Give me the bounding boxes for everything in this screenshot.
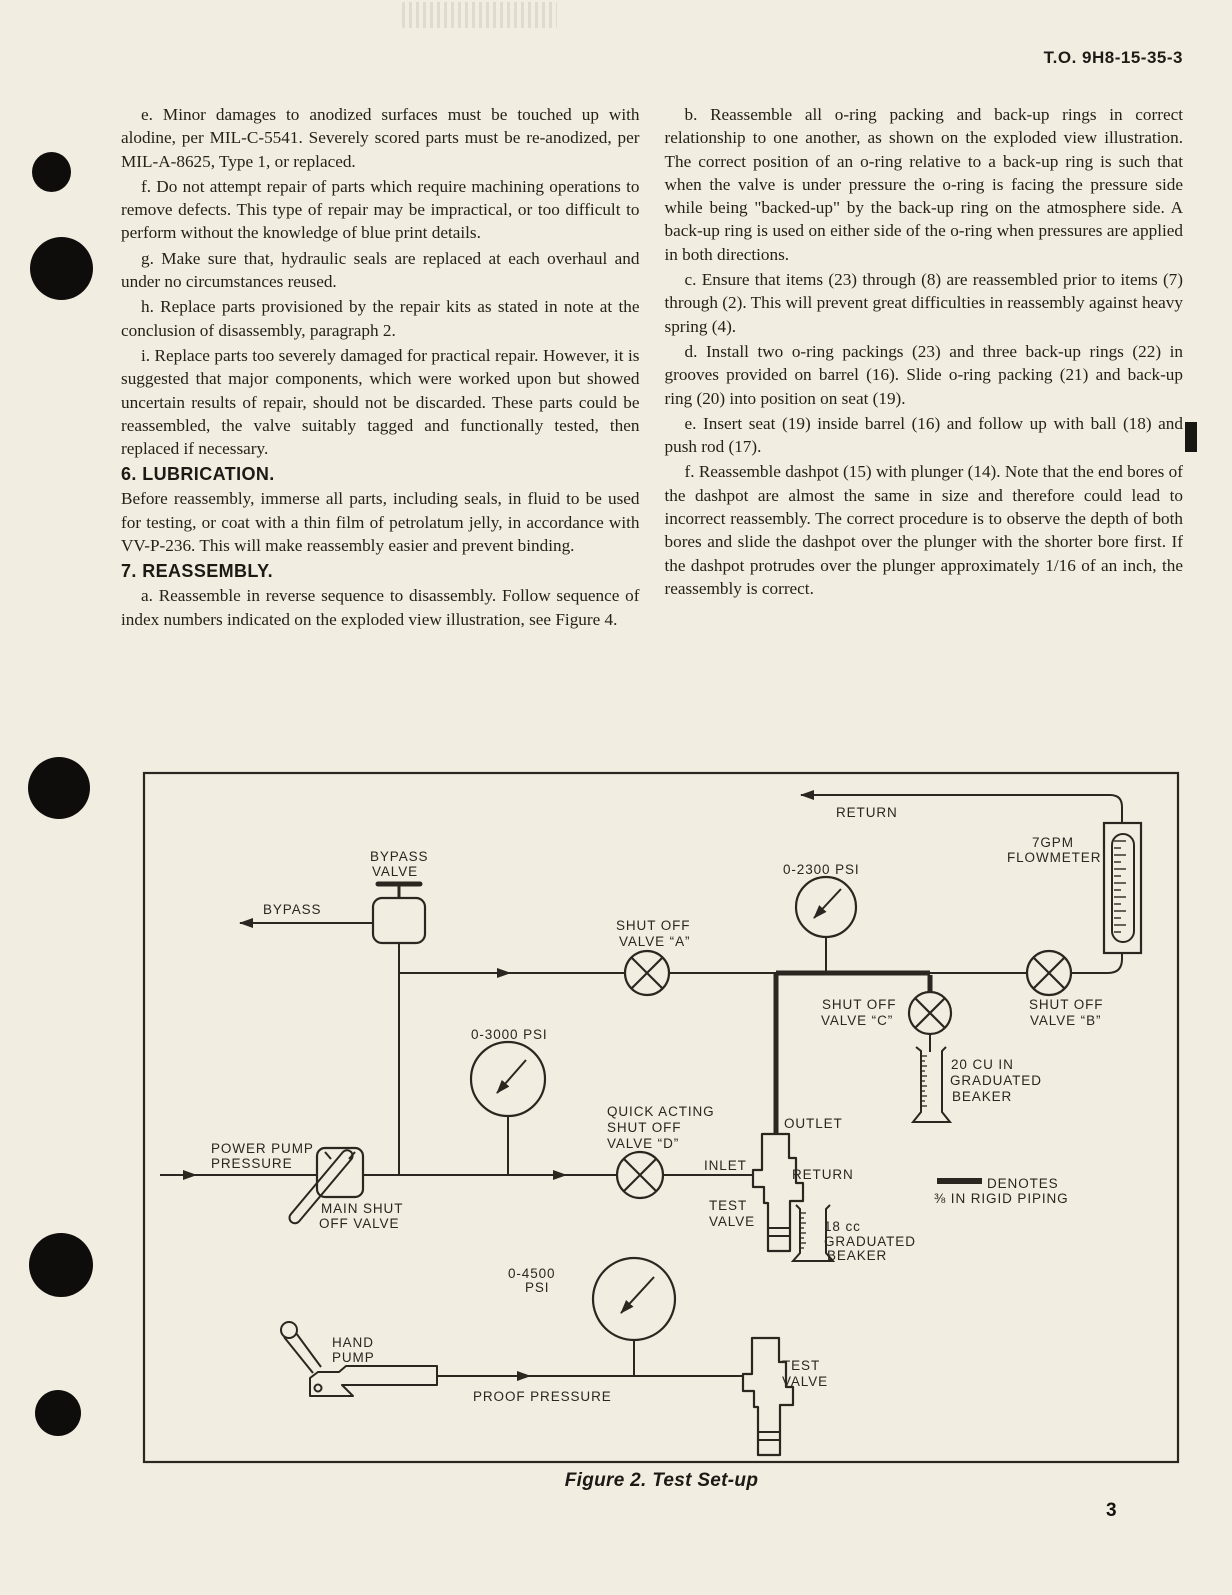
valve-c-label: VALVE “C” — [821, 1013, 894, 1028]
flowmeter-label: FLOWMETER — [1007, 850, 1102, 865]
test-valve-bottom-label: VALVE — [782, 1374, 829, 1389]
shut-off-valve-a-symbol — [625, 951, 669, 995]
gauge-2300-label: 0-2300 PSI — [783, 862, 860, 877]
beaker-20cuin-symbol — [913, 1047, 950, 1122]
valve-b-label: SHUT OFF — [1029, 997, 1104, 1012]
paragraph-lubrication: Before reassembly, immerse all parts, including seals, in fluid to be used for testing, or coat with a thin film of petrolatum jelly, in accordance with VV-P-236. This will make reassembly easier and prevent binding. — [121, 489, 640, 556]
hand-pump-label: PUMP — [332, 1350, 375, 1365]
paragraph-a: a. Reassemble in reverse sequence to disassembly. Follow sequence of index numbers indicated on the exploded view illustration, see Figure 4. — [121, 586, 640, 629]
paragraph-c: c. Ensure that items (23) through (8) are reassembled prior to items (7) through (2). This will prevent great difficulties in reassembly against heavy spring (4). — [664, 270, 1183, 336]
flowmeter-symbol — [1104, 823, 1141, 953]
hole-punch-mark — [35, 1390, 81, 1436]
bypass-valve-label: BYPASS — [370, 849, 429, 864]
paragraph-b: b. Reassemble all o-ring packing and back-up rings in correct relationship to one another, as shown on the exploded view illustration. The correct position of an o-ring relative to a back-up ring is such that when the valve is under pressure the o-ring is facing the pressure side while being "backed-up" by the back-up ring on the atmosphere side. A back-up ring is used on either side of the o-ring when pressures are applied in both directions. — [664, 105, 1183, 264]
hole-punch-mark — [28, 757, 90, 819]
return-label: RETURN — [836, 805, 898, 820]
diagram-labels — [211, 805, 1103, 1404]
page-number: 3 — [1106, 1500, 1117, 1521]
quick-acting-valve-d-symbol — [617, 1152, 663, 1198]
bypass-valve-label: VALVE — [372, 864, 419, 879]
technical-order-number: T.O. 9H8-15-35-3 — [1043, 48, 1183, 67]
proof-pressure-label: PROOF PRESSURE — [473, 1389, 612, 1404]
inlet-label: INLET — [704, 1158, 747, 1173]
flowmeter-label: 7GPM — [1032, 835, 1074, 850]
test-valve-bottom-symbol — [743, 1338, 793, 1455]
test-valve-bottom-label: TEST — [782, 1358, 821, 1373]
valve-d-label: SHUT OFF — [607, 1120, 682, 1135]
gauge-4500-label: 0-4500 — [508, 1266, 556, 1281]
main-valve-label: MAIN SHUT — [321, 1201, 404, 1216]
hole-punch-mark — [29, 1233, 93, 1297]
heading-lubrication: 6. LUBRICATION. — [121, 464, 275, 485]
legend-label: ⅜ IN RIGID PIPING — [934, 1191, 1069, 1206]
hand-pump-label: HAND — [332, 1335, 374, 1350]
valve-c-label: SHUT OFF — [822, 997, 897, 1012]
paragraph-d: d. Install two o-ring packings (23) and three back-up rings (22) in grooves provided on barrel (16). Slide o-ring packing (21) and back-up ring (20) into position on seat (19). — [664, 341, 1183, 408]
power-pump-label: POWER PUMP — [211, 1141, 314, 1156]
gauge-0-3000 — [471, 1042, 545, 1116]
paragraph-e2: e. Insert seat (19) inside barrel (16) and follow up with ball (18) and push rod (17). — [664, 413, 1183, 457]
bypass-flow-label: BYPASS — [263, 902, 322, 917]
power-pump-label: PRESSURE — [211, 1156, 293, 1171]
paragraph-f2: f. Reassemble dashpot (15) with plunger (14). Note that the end bores of the dashpot are almost the same in size and therefore could lead to incorrect reassembly. The correct procedure is to observe the depth of both bores and slide the dashpot over the plunger with the shorter bore first. If the dashpot protrudes over the plunger approximately 1/16 of an inch, the reassembly is correct. — [664, 462, 1183, 598]
paragraph-f: f. Do not attempt repair of parts which require machining operations to remove defects. This type of repair may be impractical, or too difficult to perform without the knowledge of blue print details. — [121, 176, 640, 243]
left-column — [121, 103, 640, 631]
beaker-18-label: GRADUATED — [824, 1234, 916, 1249]
test-valve-top-symbol — [753, 1134, 803, 1251]
stamp-artifact — [402, 2, 557, 28]
valve-b-label: VALVE “B” — [1030, 1013, 1102, 1028]
test-valve-top-label: TEST — [709, 1198, 748, 1213]
paragraph-g: g. Make sure that, hydraulic seals are replaced at each overhaul and under no circumstances reused. — [121, 248, 640, 292]
text-columns — [121, 103, 1183, 631]
paragraph-h: h. Replace parts provisioned by the repair kits as stated in note at the conclusion of disassembly, paragraph 2. — [121, 297, 640, 340]
gauge-0-4500 — [593, 1258, 675, 1340]
beaker-20-label: 20 CU IN — [951, 1057, 1014, 1072]
edge-ink-mark — [1185, 422, 1197, 452]
hole-punch-mark — [30, 237, 93, 300]
valve-d-label: QUICK ACTING — [607, 1104, 715, 1119]
shut-off-valve-b-symbol — [1027, 951, 1071, 995]
paragraph-e: e. Minor damages to anodized surfaces must be touched up with alodine, per MIL-C-5541. Severely scored parts must be re-anodized, per MIL-A-8625, Type 1, or replaced. — [121, 105, 640, 171]
flow-arrows — [160, 795, 862, 1376]
figure-caption: Figure 2. Test Set-up — [564, 1470, 759, 1491]
main-valve-label: OFF VALVE — [319, 1216, 400, 1231]
gauge-3000-label: 0-3000 PSI — [471, 1027, 548, 1042]
beaker-20-label: GRADUATED — [950, 1073, 1042, 1088]
valve-a-label: VALVE “A” — [619, 934, 691, 949]
outlet-label: OUTLET — [784, 1116, 843, 1131]
shut-off-valve-c-symbol — [909, 992, 951, 1034]
heading-reassembly: 7. REASSEMBLY. — [121, 561, 273, 582]
right-column — [665, 103, 1184, 631]
legend-label: DENOTES — [987, 1176, 1059, 1191]
gauge-4500-label: PSI — [525, 1280, 550, 1295]
valve-d-label: VALVE “D” — [607, 1136, 680, 1151]
return-port-label: RETURN — [792, 1167, 854, 1182]
hole-punch-mark — [32, 152, 71, 192]
paragraph-i: i. Replace parts too severely damaged for practical repair. However, it is suggested that major components, which were worked upon but showed uncertain results of repair, should not be discarded. These parts could be reassembled, the valve suitably tagged and functionally tested, then replaced if necessary. — [121, 345, 640, 459]
beaker-18-label: BEAKER — [827, 1248, 888, 1263]
gauge-0-2300 — [796, 877, 856, 937]
beaker-20-label: BEAKER — [952, 1089, 1013, 1104]
test-setup-diagram — [130, 760, 1190, 1472]
valve-a-label: SHUT OFF — [616, 918, 691, 933]
beaker-18-label: 18 cc — [824, 1219, 861, 1234]
bypass-valve-symbol — [373, 884, 425, 943]
test-valve-top-label: VALVE — [709, 1214, 756, 1229]
